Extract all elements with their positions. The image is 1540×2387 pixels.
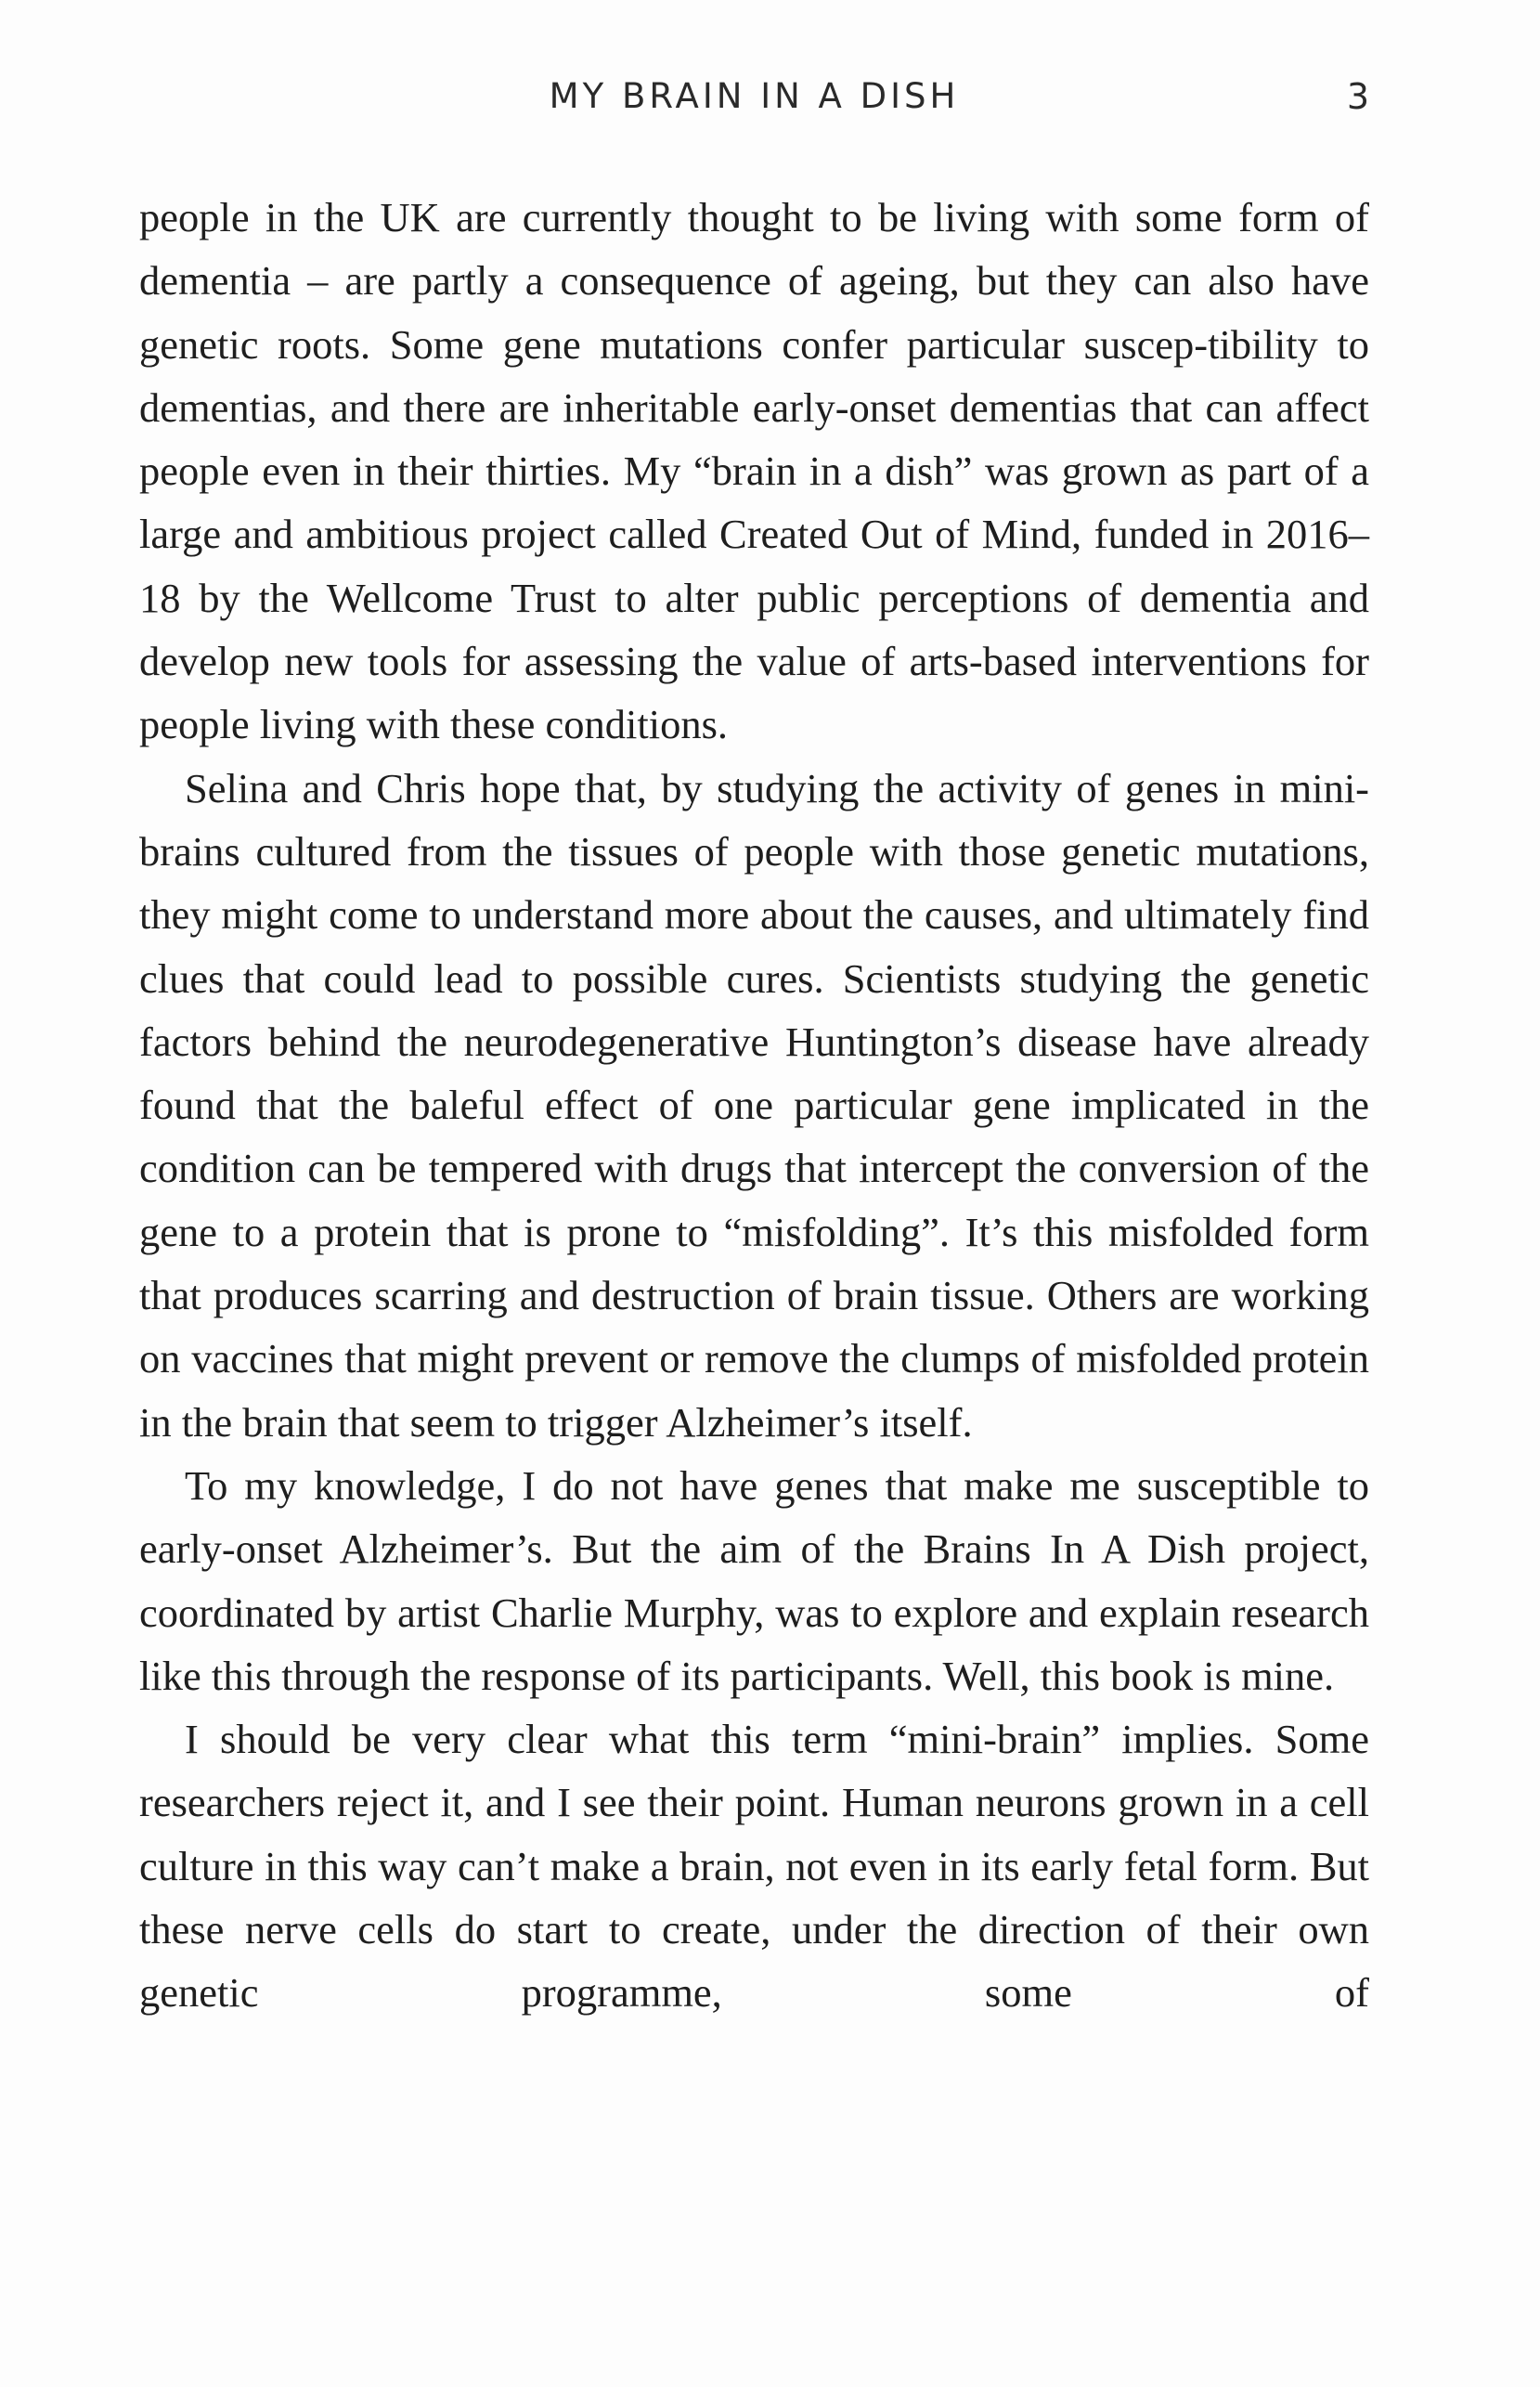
body-text [139, 186, 1369, 2025]
paragraph: To my knowledge, I do not have genes that make me susceptible to early-onset Alzheimer’s. But the aim of the Brains In A Dish project, coordinated by artist Charlie Murphy, was to explore and explain research like this through the response of its participants. Well, this book is mine. [139, 1461, 1369, 1699]
running-title: MY BRAIN IN A DISH [549, 76, 960, 116]
paragraph: Selina and Chris hope that, by studying the activity of genes in mini-brains cultured from the tissues of people with those genetic mutations, they might come to understand more about the causes, and ultimately find clues that could lead to possible cures. Scientists studying the genetic factors behind the neurodegenerative Huntington’s disease have already found that the baleful effect of one particular gene implicated in the condition can be tempered with drugs that intercept the conversion of the gene to a protein that is prone to “misfolding”. It’s this misfolded form that produces scarring and destruction of brain tissue. Others are working on vaccines that might prevent or remove the clumps of misfolded protein in the brain that seem to trigger Alzheimer’s itself. [139, 764, 1369, 1446]
page-number: 3 [1346, 76, 1369, 117]
paragraph: I should be very clear what this term “mini-brain” implies. Some researchers reject it, and I see their point. Human neurons grown in a cell culture in this way can’t make a brain, not even in its early fetal form. But these nerve cells do start to create, under the direction of their own genetic programme, some of [139, 1716, 1369, 2017]
running-head [139, 76, 1369, 132]
paragraph-continued: people in the UK are currently thought to be living with some form of dementia – are partly a consequence of ageing, but they can also have genetic roots. Some gene mutations confer particular suscep-tibility to dementias, and there are inheritable early-onset dementias that can affect people even in their thirties. My “brain in a dish” was grown as part of a large and ambitious project called Created Out of Mind, funded in 2016–18 by the Wellcome Trust to alter public perceptions of dementia and develop new tools for assessing the value of arts-based interventions for people living with these conditions. [139, 194, 1369, 748]
